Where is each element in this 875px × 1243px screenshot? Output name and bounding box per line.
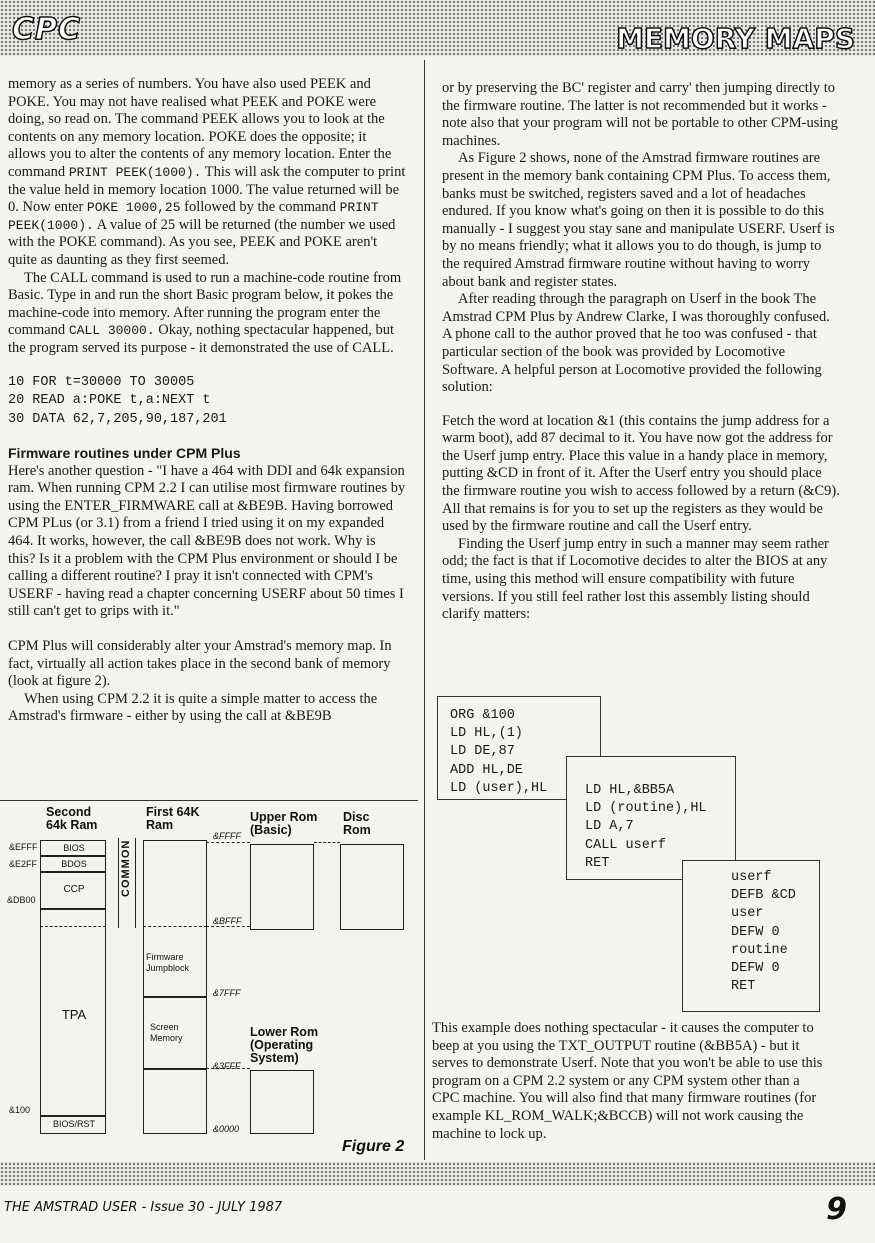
figure-top-rule [0, 800, 418, 801]
right-paragraph-4: Fetch the word at location &1 (this contains the jump address for a warm boot), add 87 decimal to it. You have now got the address for the Userf jump entry. Place this value in a handy place in memory, putting &CD in front of it. After the Userf entry you should place the firmware routine you wish to access followed by a return (&C9). All that remains is for you to set up the registers as they would be used by the firmware routine and call the Userf entry. [442, 412, 840, 535]
bios-label: BIOS [63, 843, 85, 853]
header-section-label: CPC [12, 12, 82, 47]
address-db00: &DB00 [7, 895, 36, 905]
assembly-listing-3: userf DEFB &CD user DEFW 0 routine DEFW 0 RET [731, 870, 796, 995]
bios-rst-divider [40, 1115, 106, 1117]
assembly-listing-1: ORG &100 LD HL,(1) LD DE,87 ADD HL,DE LD (user),HL [450, 708, 548, 796]
common-label: COMMON [120, 839, 132, 897]
upper-rom-block [250, 844, 314, 930]
firmware-jumpblock-label: Firmware Jumpblock [146, 952, 190, 973]
disc-rom-block [340, 844, 404, 930]
ffff-connector [206, 842, 250, 843]
column-divider [424, 60, 425, 1160]
first-64k-7fff-line [143, 996, 207, 998]
bfff-connector [206, 926, 250, 927]
screen-memory-label: Screen Memory [150, 1022, 183, 1043]
left-column [8, 76, 406, 726]
ccp-label: CCP [63, 884, 85, 895]
address-100: &100 [9, 1105, 31, 1115]
figure-2-memory-map [0, 800, 418, 1160]
lower-rom-block [250, 1070, 314, 1134]
address-0000: &0000 [213, 1124, 240, 1134]
right-column [442, 80, 840, 624]
right-paragraph-6: This example does nothing spectacular - it causes the computer to beep at you using the TXT_OUTPUT routine (&BB5A) - but it serves to demonstrate Userf. Note that you won't be able to use this program on a CPM 2.2 system or any CPM system other than a CPC machine. You will also find that many firmware routines (for example KL_ROM_WALK;&BCCB) will not work causing the machine to lock up. [432, 1020, 823, 1142]
ccp-divider [40, 908, 106, 910]
address-e2ff: &E2FF [9, 859, 38, 869]
right-paragraph-2: As Figure 2 shows, none of the Amstrad firmware routines are present in the memory bank containing CPM Plus. To access them, banks must be switched, registers saved and a lot of headaches endured. If you know what's going on then it is possible to do this manually - I suggest you stay sane and manipulate USERF. Userf is by no means friendly; what it allows you to do though, is jump to the required Amstrad firmware routine without having to worry about bank and register states. [442, 150, 835, 290]
page-number: 9 [826, 1192, 847, 1227]
upper-rom-title: Upper Rom (Basic) [250, 810, 318, 837]
left-paragraph-3: Here's another question - "I have a 464 with DDI and 64k expansion ram. When running CPM 2.2 I can utilise most firmware routines by using the ENTER_FIRMWARE call at &BE9B. Having borrowed CPM PLus (or 3.1) from a friend I tried using it on my expanded 464. It works, however, the call &BE9B does not work. Why is this? Is it a problem with the CPM Plus environment or should I be calling a different routine? I pray it isn't connected with CPM's USERF - having read a chapter concerning USERF about 50 times I still can't get to grips with it." [8, 462, 406, 620]
address-efff: &EFFF [9, 842, 38, 852]
first-64k-title: First 64K Ram [146, 805, 200, 832]
bdos-divider [40, 871, 106, 873]
left-paragraph-5: When using CPM 2.2 it is quite a simple matter to access the Amstrad's firmware - either by using the call at &BE9B [8, 690, 378, 725]
footer-band [0, 1162, 875, 1186]
lower-rom-title: Lower Rom (Operating System) [250, 1025, 319, 1065]
second-64k-title: Second 64k Ram [46, 805, 98, 832]
assembly-listing-2: LD HL,&BB5A LD (routine),HL LD A,7 CALL userf RET [585, 783, 707, 871]
common-boundary [40, 926, 106, 927]
basic-listing: 10 FOR t=30000 TO 30005 20 READ a:POKE t,a:NEXT t 30 DATA 62,7,205,90,187,201 [8, 374, 227, 427]
3fff-connector [206, 1068, 250, 1069]
assembly-box-3 [682, 860, 820, 1012]
right-paragraph-1: or by preserving the BC' register and carry' then jumping directly to the firmware routine. The latter is not recommended but it works - note also that your program will not be portable to other CPM-using machines. [442, 80, 838, 149]
section-subheading: Firmware routines under CPM Plus [8, 445, 241, 461]
footer-publication: THE AMSTRAD USER - Issue 30 - JULY 1987 [4, 1200, 283, 1215]
address-bfff: &BFFF [213, 916, 242, 926]
first-64k-3fff-line [143, 1068, 207, 1070]
right-paragraph-5: Finding the Userf jump entry in such a manner may seem rather odd; the fact is that if Locomotive decides to alter the BIOS at any time, using this method will ensure compatibility with future versions. If you still feel rather lost this assembly listing should clarify matters: [442, 535, 829, 623]
address-7fff: &7FFF [213, 988, 241, 998]
left-paragraph-2: The CALL command is used to run a machine-code routine from Basic. Type in and run the short Basic program below, it pokes the machine-code into memory. After running the program enter the command CALL 30000. Okay, nothing spectacular happened, but the program served its purpose - it demonstrated the use of CALL. [8, 269, 402, 356]
bios-rst-label: BIOS/RST [52, 1119, 95, 1129]
figure-caption: Figure 2 [342, 1138, 405, 1155]
address-ffff: &FFFF [213, 831, 241, 841]
bios-divider [40, 855, 106, 857]
left-paragraph-4: CPM Plus will considerably alter your Amstrad's memory map. In fact, virtually all action takes place in the second bank of memory (look at figure 2). [8, 637, 392, 690]
rom-connector [314, 842, 340, 843]
disc-rom-title: Disc Rom [343, 810, 371, 837]
bdos-label: BDOS [61, 859, 87, 869]
right-paragraph-3: After reading through the paragraph on Userf in the book The Amstrad CPM Plus by Andrew Clarke, I was thoroughly confused. A phone call to the author proved that he too was confused - that particular section of the book was provided by Locomotive Software. A helpful person at Locomotive provided the following solution: [442, 291, 830, 396]
left-paragraph-1: memory as a series of numbers. You have also used PEEK and POKE. You may not have realised what PEEK and POKE were doing, so read on. The command PEEK allows you to look at the contents on any memory location. POKE does the opposite; it allows you to alter the contents of any memory location. Enter the command PRINT PEEK(1000). This will ask the computer to print the value held in memory location 1000. The value returned will be 0. Now enter POKE 1000,25 followed by the command PRINT PEEK(1000). A value of 25 will be returned (the number we used with the POKE command). As you see, PEEK and POKE aren't quite as daunting as they first seemed. [8, 76, 406, 268]
header-title: MEMORY MAPS [616, 22, 855, 55]
right-column-bottom [432, 1020, 830, 1143]
first-64k-bfff-line [143, 926, 207, 927]
tpa-label: TPA [61, 1007, 87, 1022]
first-64k-ram-block [143, 840, 207, 1134]
address-3fff: &3FFF [213, 1061, 241, 1071]
